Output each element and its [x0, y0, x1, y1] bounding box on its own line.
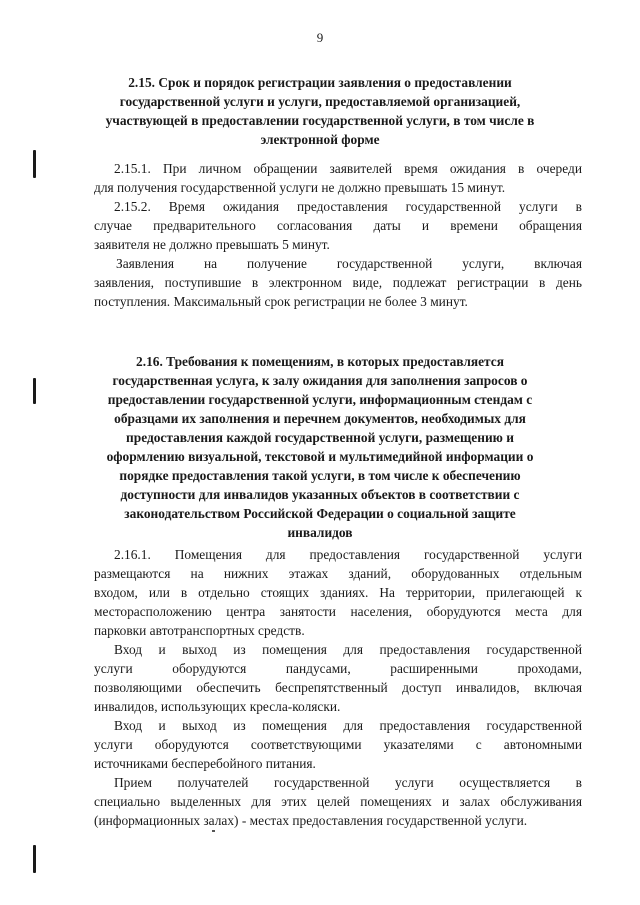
text-line: случае предварительного согласования даты и времени обращения	[94, 218, 582, 233]
heading-line: предоставления каждой государственной услуги, размещению и	[126, 430, 514, 445]
heading-line: образцами их заполнения и перечнем документов, необходимых для	[114, 411, 526, 426]
margin-mark	[33, 150, 36, 178]
heading-line: предоставлении государственной услуги, информационным стендам с	[107, 392, 533, 407]
heading-line: доступности для инвалидов указанных объектов в соответствии с	[120, 487, 520, 502]
section-heading-2-15	[100, 73, 540, 149]
heading-line: государственная услуга, к залу ожидания для заполнения запросов о	[112, 373, 528, 388]
text-line: для получения государственной услуги не должно превышать 15 минут.	[94, 180, 506, 195]
text-line: заявителя не должно превышать 5 минут.	[94, 237, 330, 252]
text-line: услуги оборудуются пандусами, расширенными проходами,	[94, 661, 582, 676]
page-number: 9	[316, 30, 324, 45]
paragraph-2-15-1	[94, 159, 582, 197]
text-line: услуги оборудуются соответствующими указателями с автономными	[94, 737, 582, 752]
scan-speck	[212, 830, 215, 832]
paragraph-2-16-1	[94, 545, 582, 640]
text-line: поступления. Максимальный срок регистрации не более 3 минут.	[94, 294, 468, 309]
text-line: источниками бесперебойного питания.	[94, 756, 316, 771]
heading-line: законодательством Российской Федерации о социальной защите	[124, 506, 516, 521]
paragraph-reception	[94, 773, 582, 830]
text-line: парковки автотранспортных средств.	[94, 623, 305, 638]
margin-mark	[33, 845, 36, 873]
text-line: (информационных залах) - местах предоставления государственной услуги.	[94, 813, 528, 828]
text-line: специально выделенных для этих целей помещениях и залах обслуживания	[94, 794, 582, 809]
text-line: Прием получателей государственной услуги осуществляется в	[114, 775, 582, 790]
paragraph-registration	[94, 254, 582, 311]
text-line: инвалидов, использующих кресла-коляски.	[94, 699, 341, 714]
heading-line: государственной услуги и услуги, предоставляемой организацией,	[119, 94, 521, 109]
text-line: месторасположению центра занятости населения, оборудуются места для	[94, 604, 582, 619]
heading-line: оформлению визуальной, текстовой и мультимедийной информации о	[106, 449, 534, 464]
heading-line: 2.16. Требования к помещениям, в которых предоставляется	[136, 354, 504, 369]
text-line: размещаются на нижних этажах зданий, оборудованных отдельным	[94, 566, 582, 581]
heading-line: 2.15. Срок и порядок регистрации заявления о предоставлении	[128, 75, 512, 90]
text-line: 2.16.1. Помещения для предоставления государственной услуги	[114, 547, 582, 562]
text-line: 2.15.1. При личном обращении заявителей время ожидания в очереди	[114, 161, 582, 176]
text-line: Заявления на получение государственной услуги, включая	[116, 256, 582, 271]
heading-line: порядке предоставления такой услуги, в том числе к обеспечению	[119, 468, 521, 483]
heading-line: инвалидов	[287, 525, 353, 540]
heading-line: электронной форме	[260, 132, 380, 147]
text-line: заявления, поступившие в электронном виде, подлежат регистрации в день	[94, 275, 582, 290]
heading-line: участвующей в предоставлении государственной услуги, в том числе в	[105, 113, 535, 128]
paragraph-entrance-signs	[94, 716, 582, 773]
text-line: Вход и выход из помещения для предоставления государственной	[114, 718, 582, 733]
paragraph-entrance-ramps	[94, 640, 582, 716]
text-line: Вход и выход из помещения для предоставления государственной	[114, 642, 582, 657]
text-line: позволяющими обеспечить беспрепятственный доступ инвалидов, включая	[94, 680, 582, 695]
text-line: 2.15.2. Время ожидания предоставления государственной услуги в	[114, 199, 582, 214]
text-line: входом, или в отдельно стоящих зданиях. На территории, прилегающей к	[94, 585, 582, 600]
section-heading-2-16	[100, 352, 540, 542]
margin-mark	[33, 378, 36, 404]
paragraph-2-15-2	[94, 197, 582, 254]
